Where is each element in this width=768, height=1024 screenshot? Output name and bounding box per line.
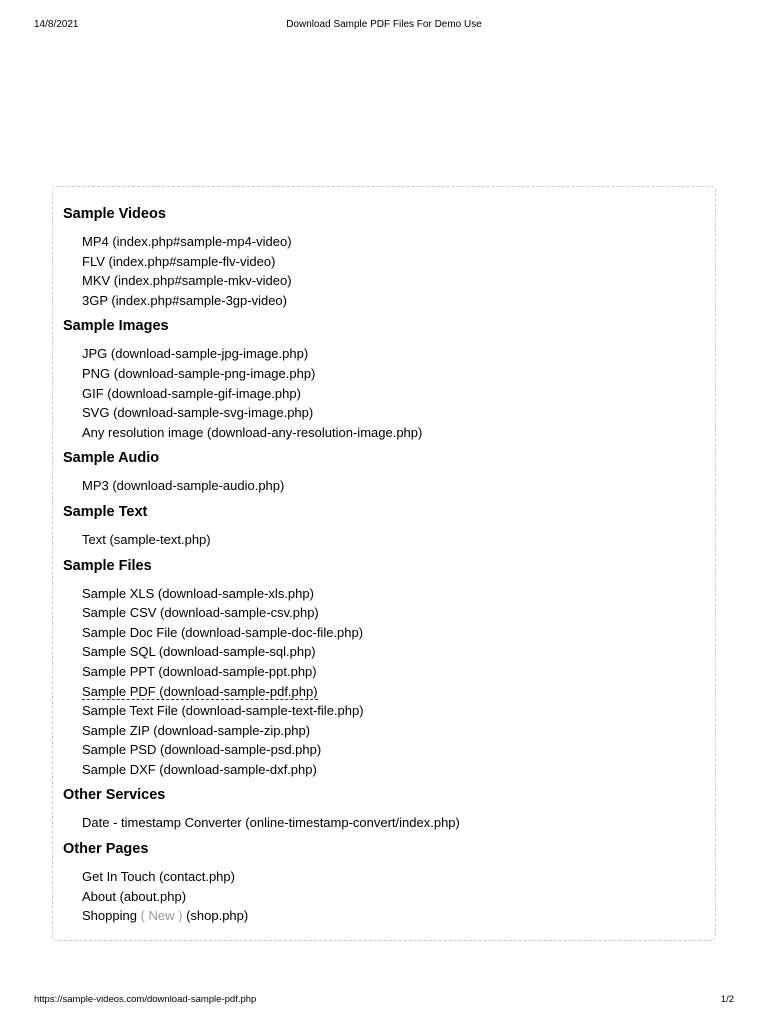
- section-heading: Sample Videos: [63, 206, 166, 222]
- link-item[interactable]: [82, 906, 705, 926]
- section-list: [63, 867, 705, 926]
- link-item[interactable]: [82, 682, 705, 702]
- link-item[interactable]: [82, 701, 705, 721]
- section-list: [63, 813, 705, 833]
- link-text: MP3 (download-sample-audio.php): [82, 478, 285, 494]
- link-item[interactable]: [82, 344, 705, 364]
- link-item[interactable]: [82, 813, 705, 833]
- print-footer: [34, 993, 734, 1007]
- link-text: GIF (download-sample-gif-image.php): [82, 385, 301, 401]
- link-text: PNG (download-sample-png-image.php): [82, 365, 316, 381]
- link-text: SVG (download-sample-svg-image.php): [82, 405, 314, 421]
- link-text: Date - timestamp Converter (online-timestamp-convert/index.php): [82, 815, 460, 831]
- link-text: Text (sample-text.php): [82, 531, 211, 547]
- link-item[interactable]: [82, 642, 705, 662]
- link-text: MP4 (index.php#sample-mp4-video): [82, 234, 292, 249]
- link-item[interactable]: [82, 252, 705, 272]
- link-item[interactable]: [82, 584, 705, 604]
- link-text: Sample Text File (download-sample-text-file.php): [82, 703, 364, 719]
- link-text: MKV (index.php#sample-mkv-video): [82, 273, 292, 289]
- print-title: Download Sample PDF Files For Demo Use: [286, 19, 482, 30]
- section-list: [63, 584, 705, 780]
- link-item[interactable]: [82, 403, 705, 423]
- section-heading: Sample Text: [63, 503, 148, 520]
- section-list: [63, 232, 705, 310]
- print-url: https://sample-videos.com/download-sample-pdf.php: [34, 994, 257, 1005]
- section-heading: Other Services: [63, 787, 166, 804]
- section-list: [63, 530, 705, 550]
- link-text: Sample ZIP (download-sample-zip.php): [82, 722, 311, 738]
- page-number: 1/2: [720, 994, 734, 1005]
- print-header: [34, 18, 734, 32]
- link-text: Sample DXF (download-sample-dxf.php): [82, 761, 317, 777]
- link-item[interactable]: [82, 364, 705, 384]
- section-heading: Sample Files: [63, 557, 152, 574]
- link-text: Get In Touch (contact.php): [82, 869, 235, 885]
- link-item[interactable]: [82, 867, 705, 887]
- new-badge: ( New ): [140, 908, 183, 924]
- link-item[interactable]: [82, 271, 705, 291]
- link-item[interactable]: [82, 384, 705, 404]
- link-text: Sample XLS (download-sample-xls.php): [82, 585, 314, 601]
- link-item[interactable]: [82, 662, 705, 682]
- link-text: Sample Doc File (download-sample-doc-file.php): [82, 624, 364, 640]
- print-date: 14/8/2021: [34, 19, 79, 30]
- links-panel: [52, 186, 716, 941]
- link-text: About (about.php): [82, 888, 187, 904]
- section-heading: Other Pages: [63, 841, 149, 858]
- link-text: Any resolution image (download-any-resolution-image.php): [82, 424, 423, 440]
- link-item[interactable]: [82, 760, 705, 780]
- link-text: Sample PPT (download-sample-ppt.php): [82, 663, 317, 679]
- section-list: [63, 344, 705, 442]
- link-item[interactable]: [82, 740, 705, 760]
- link-text: Sample PSD (download-sample-psd.php): [82, 742, 322, 758]
- section-list: [63, 476, 705, 496]
- link-item[interactable]: [82, 623, 705, 643]
- link-text: JPG (download-sample-jpg-image.php): [82, 346, 309, 362]
- link-text: Sample SQL (download-sample-sql.php): [82, 644, 316, 660]
- link-text: Sample PDF (download-sample-pdf.php): [82, 683, 318, 699]
- link-text: Shopping: [82, 908, 141, 924]
- link-item[interactable]: [82, 603, 705, 623]
- section-heading: Sample Audio: [63, 450, 160, 467]
- link-text: 3GP (index.php#sample-3gp-video): [82, 292, 287, 308]
- link-item[interactable]: [82, 423, 705, 443]
- link-text: FLV (index.php#sample-flv-video): [82, 253, 276, 269]
- link-item[interactable]: [82, 232, 705, 252]
- link-item[interactable]: [82, 476, 705, 496]
- link-item[interactable]: [82, 530, 705, 550]
- link-item[interactable]: [82, 721, 705, 741]
- link-text: Sample CSV (download-sample-csv.php): [82, 605, 319, 621]
- link-item[interactable]: [82, 887, 705, 907]
- link-item[interactable]: [82, 291, 705, 311]
- link-target: (shop.php): [182, 908, 249, 924]
- section-heading: Sample Images: [63, 318, 169, 335]
